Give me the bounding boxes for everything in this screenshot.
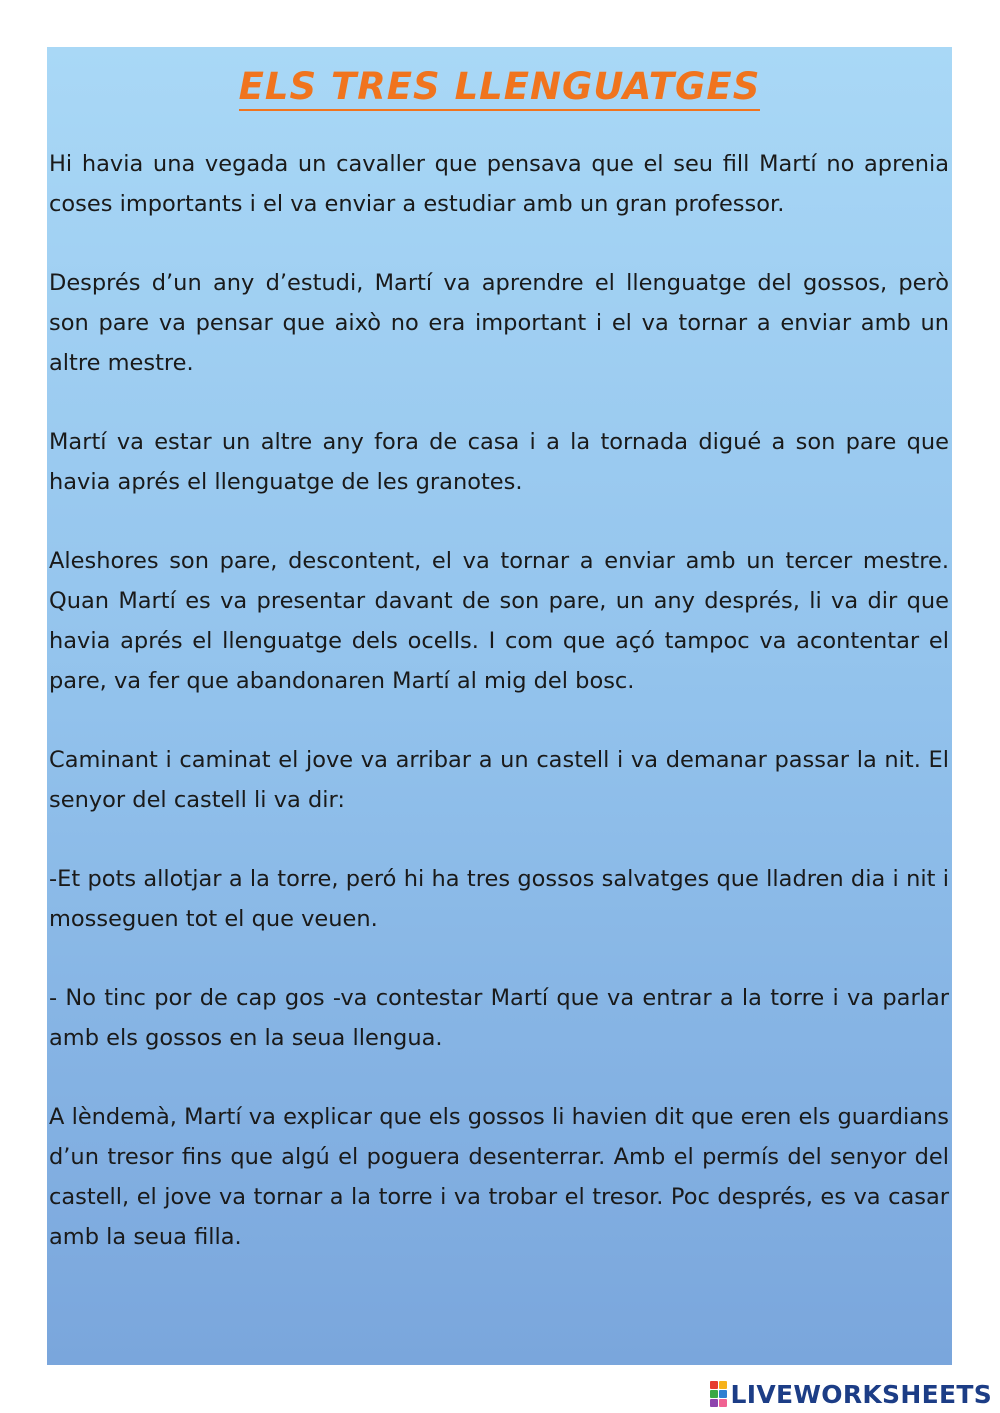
logo-square (710, 1381, 718, 1389)
page-title (47, 65, 952, 109)
paragraph-2: Després d’un any d’estudi, Martí va aprendre el llenguatge del gossos, però son pare va pensar que això no era important i el va tornar a enviar amb un altre mestre. (49, 270, 949, 376)
brand-name: LIVEWORKSHEETS (730, 1379, 992, 1409)
paragraph-5: Caminant i caminat el jove va arribar a un castell i va demanar passar la nit. El senyor del castell li va dir: (49, 747, 949, 813)
title-text: ELS TRES LLENGUATGES (239, 65, 761, 111)
logo-square (710, 1399, 718, 1407)
story-body (49, 144, 949, 1296)
liveworksheets-footer[interactable] (710, 1378, 992, 1410)
paragraph-6: -Et pots allotjar a la torre, peró hi ha tres gossos salvatges que lladren dia i nit i mosseguen tot el que veuen. (49, 866, 949, 932)
story-panel (47, 47, 952, 1365)
logo-square (710, 1390, 718, 1398)
liveworksheets-logo-icon (710, 1381, 727, 1407)
paragraph-3: Martí va estar un altre any fora de casa i a la tornada digué a son pare que havia aprés el llenguatge de les granotes. (49, 429, 949, 495)
logo-square (719, 1381, 727, 1389)
logo-square (719, 1399, 727, 1407)
paragraph-8: A lèndemà, Martí va explicar que els gossos li havien dit que eren els guardians d’un tresor fins que algú el poguera desenterrar. Amb el permís del senyor del castell, el jove va tornar a la torre i va trobar el tresor. Poc després, es va casar amb la seua filla. (49, 1104, 949, 1250)
paragraph-7: - No tinc por de cap gos -va contestar Martí que va entrar a la torre i va parlar amb els gossos en la seua llengua. (49, 985, 949, 1051)
paragraph-1: Hi havia una vegada un cavaller que pensava que el seu fill Martí no aprenia coses importants i el va enviar a estudiar amb un gran professor. (49, 151, 949, 217)
logo-square (719, 1390, 727, 1398)
paragraph-4: Aleshores son pare, descontent, el va tornar a enviar amb un tercer mestre. Quan Martí es va presentar davant de son pare, un any després, li va dir que havia aprés el llenguatge dels ocells. I com que açó tampoc va acontentar el pare, va fer que abandonaren Martí al mig del bosc. (49, 548, 949, 694)
